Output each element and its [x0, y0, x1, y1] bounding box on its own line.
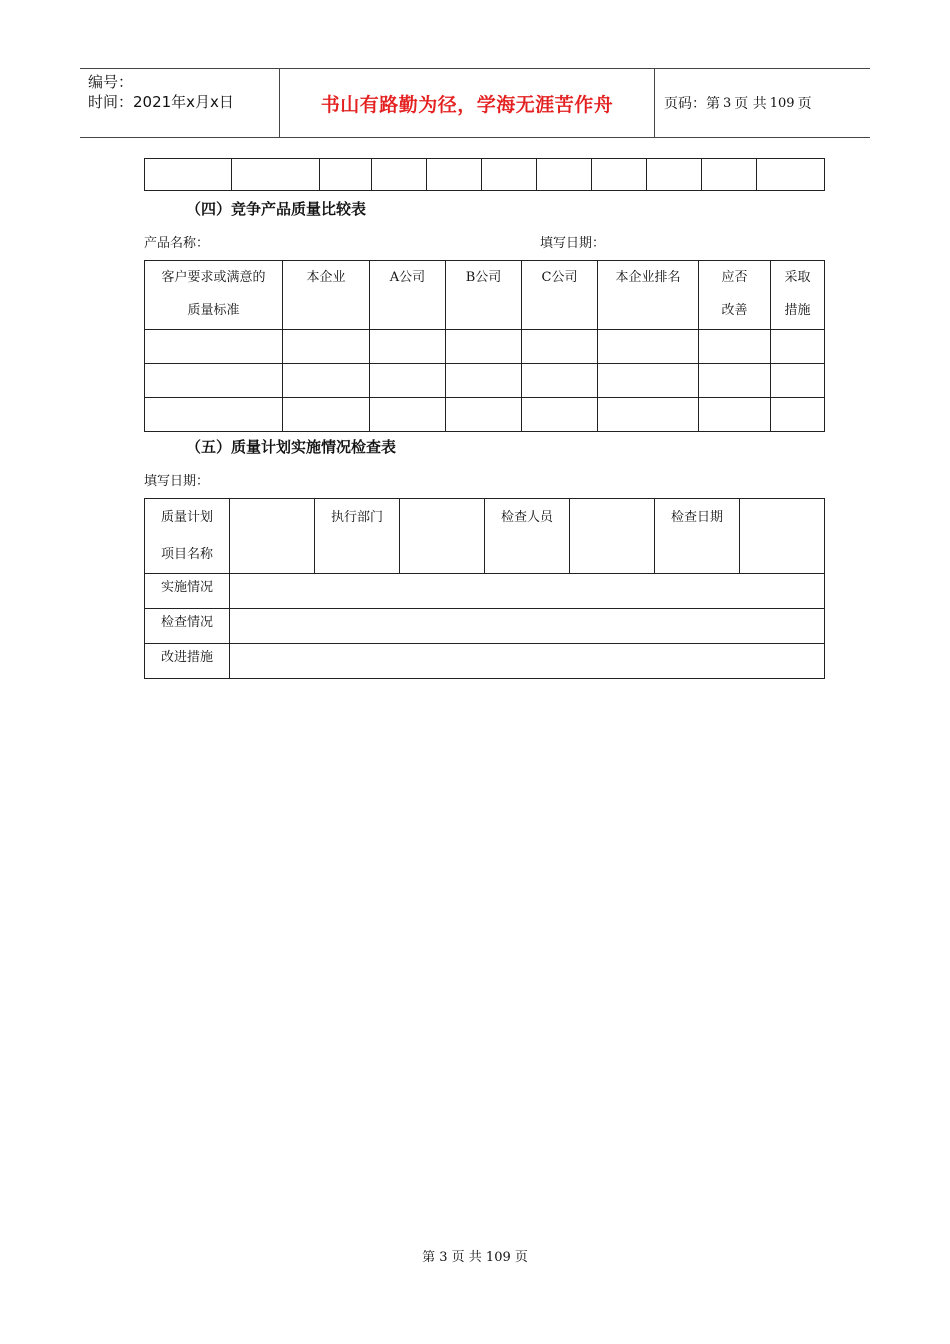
header-company-a: A公司: [370, 261, 446, 330]
section4-date-label: 填写日期：: [540, 236, 606, 251]
table-row: [145, 398, 825, 432]
product-name-label: 产品名称：: [144, 236, 210, 251]
row-label-improvement: 改进措施: [145, 644, 230, 679]
row-label-inspection: 检查情况: [145, 609, 230, 644]
table-row: [145, 609, 825, 644]
header-exec-dept: 执行部门: [315, 499, 400, 574]
table-header-row: [145, 261, 825, 330]
header-page-info: 页码：第 3 页 共 109 页: [664, 95, 812, 112]
table-row: [145, 644, 825, 679]
document-number-label: 编号：: [88, 73, 134, 91]
header-measures: 采取措施: [771, 261, 825, 330]
section5-title: （五）质量计划实施情况检查表: [186, 438, 397, 456]
header-check-date: 检查日期: [655, 499, 740, 574]
header-own-rank: 本企业排名: [598, 261, 699, 330]
quality-plan-check-table: [144, 498, 825, 679]
header-own-company: 本企业: [283, 261, 370, 330]
document-time-label: 时间：2021年x月x日: [88, 93, 234, 111]
header-inspector: 检查人员: [485, 499, 570, 574]
header-meta: [80, 69, 280, 137]
page-footer: 第 3 页 共 109 页: [422, 1250, 528, 1265]
header-plan-item: 质量计划项目名称: [145, 499, 230, 574]
header-company-c: C公司: [522, 261, 598, 330]
header-motto: 书山有路勤为径，学海无涯苦作舟: [280, 69, 655, 137]
row-label-implementation: 实施情况: [145, 574, 230, 609]
table-row: [145, 364, 825, 398]
header-should-improve: 应否改善: [699, 261, 771, 330]
table-row: [145, 330, 825, 364]
header-company-b: B公司: [446, 261, 522, 330]
page-header: [80, 68, 870, 138]
section4-title: （四）竞争产品质量比较表: [186, 200, 367, 218]
header-quality-standard: 客户要求或满意的质量标准: [145, 261, 283, 330]
table-row: [145, 159, 825, 191]
competitor-quality-table: [144, 260, 825, 432]
table-row: [145, 574, 825, 609]
continued-table-row: [144, 158, 825, 191]
section5-date-label: 填写日期：: [144, 474, 210, 489]
table-header-row: [145, 499, 825, 574]
